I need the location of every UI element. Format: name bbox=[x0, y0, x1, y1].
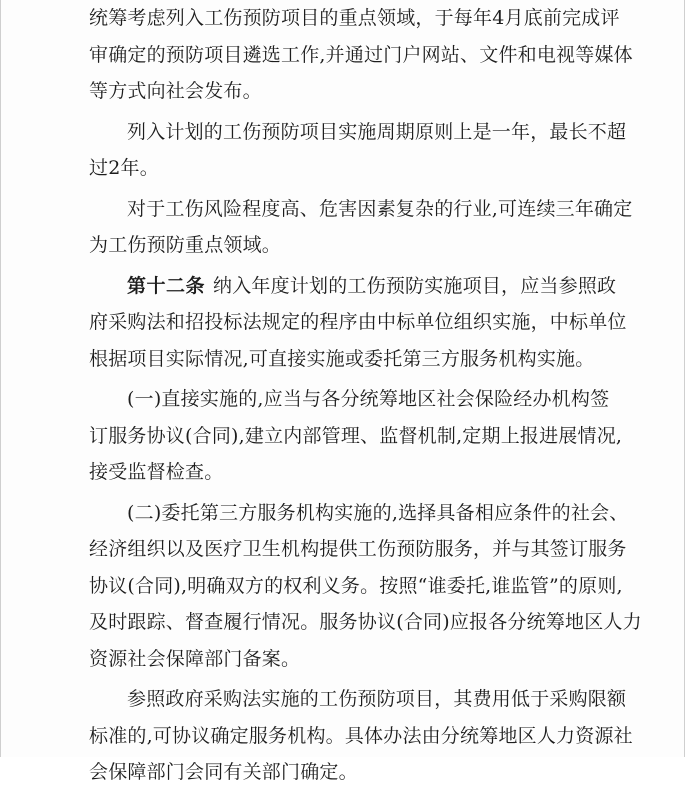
text-line: 过2年。 bbox=[89, 157, 159, 179]
text-line: 根据项目实际情况,可直接实施或委托第三方服务机构实施。 bbox=[89, 347, 595, 370]
text-line: 协议(合同),明确双方的权利义务。按照“谁委托,谁监管”的原则, bbox=[89, 574, 623, 597]
paragraph-1 bbox=[89, 0, 633, 110]
paragraph-2 bbox=[89, 114, 627, 187]
text-line-first bbox=[89, 268, 617, 305]
text-line: 对于工伤风险程度高、危害因素复杂的行业,可连续三年确定 bbox=[127, 197, 633, 220]
text-line: 府采购法和招投标法规定的程序由中标单位组织实施，中标单位 bbox=[89, 311, 627, 333]
text-line: 统筹考虑列入工伤预防项目的重点领域，于每年4月底前完成评 bbox=[89, 7, 620, 29]
paragraph-7 bbox=[89, 681, 633, 791]
paragraph-article-12 bbox=[89, 268, 627, 378]
text-line: 标准的,可协议确定服务机构。具体办法由分统筹地区人力资源社 bbox=[89, 724, 633, 747]
text-line: 资源社会保障部门备案。 bbox=[89, 647, 301, 670]
text-line: 接受监督检查。 bbox=[89, 461, 224, 483]
text-run: 纳入年度计划的工伤预防实施项目，应当参照政 bbox=[213, 274, 617, 297]
text-line: (一)直接实施的,应当与各分统筹地区社会保险经办机构签 bbox=[127, 388, 610, 410]
paragraph-item-2 bbox=[89, 495, 642, 678]
text-line: 参照政府采购法实施的工伤预防项目，其费用低于采购限额 bbox=[127, 688, 627, 710]
text-line: 为工伤预防重点领域。 bbox=[89, 234, 282, 256]
text-line: 经济组织以及医疗卫生机构提供工伤预防服务，并与其签订服务 bbox=[89, 538, 627, 560]
text-line: 列入计划的工伤预防项目实施周期原则上是一年，最长不超 bbox=[127, 120, 627, 143]
text-line: 会保障部门会同有关部门确定。 bbox=[89, 761, 358, 783]
text-line: 及时跟踪、督查履行情况。服务协议(合同)应报各分统筹地区人力 bbox=[89, 611, 642, 633]
text-line: 等方式向社会发布。 bbox=[89, 80, 262, 102]
article-number: 第十二条 bbox=[127, 274, 206, 297]
text-line: 审确定的预防项目遴选工作,并通过门户网站、文件和电视等媒体 bbox=[89, 43, 633, 66]
text-line: 订服务协议(合同),建立内部管理、监督机制,定期上报进展情况, bbox=[89, 424, 623, 447]
document-body bbox=[89, 0, 642, 791]
text-line: (二)委托第三方服务机构实施的,选择具备相应条件的社会、 bbox=[127, 501, 629, 524]
paragraph-3 bbox=[89, 191, 633, 264]
paragraph-item-1 bbox=[89, 381, 623, 491]
